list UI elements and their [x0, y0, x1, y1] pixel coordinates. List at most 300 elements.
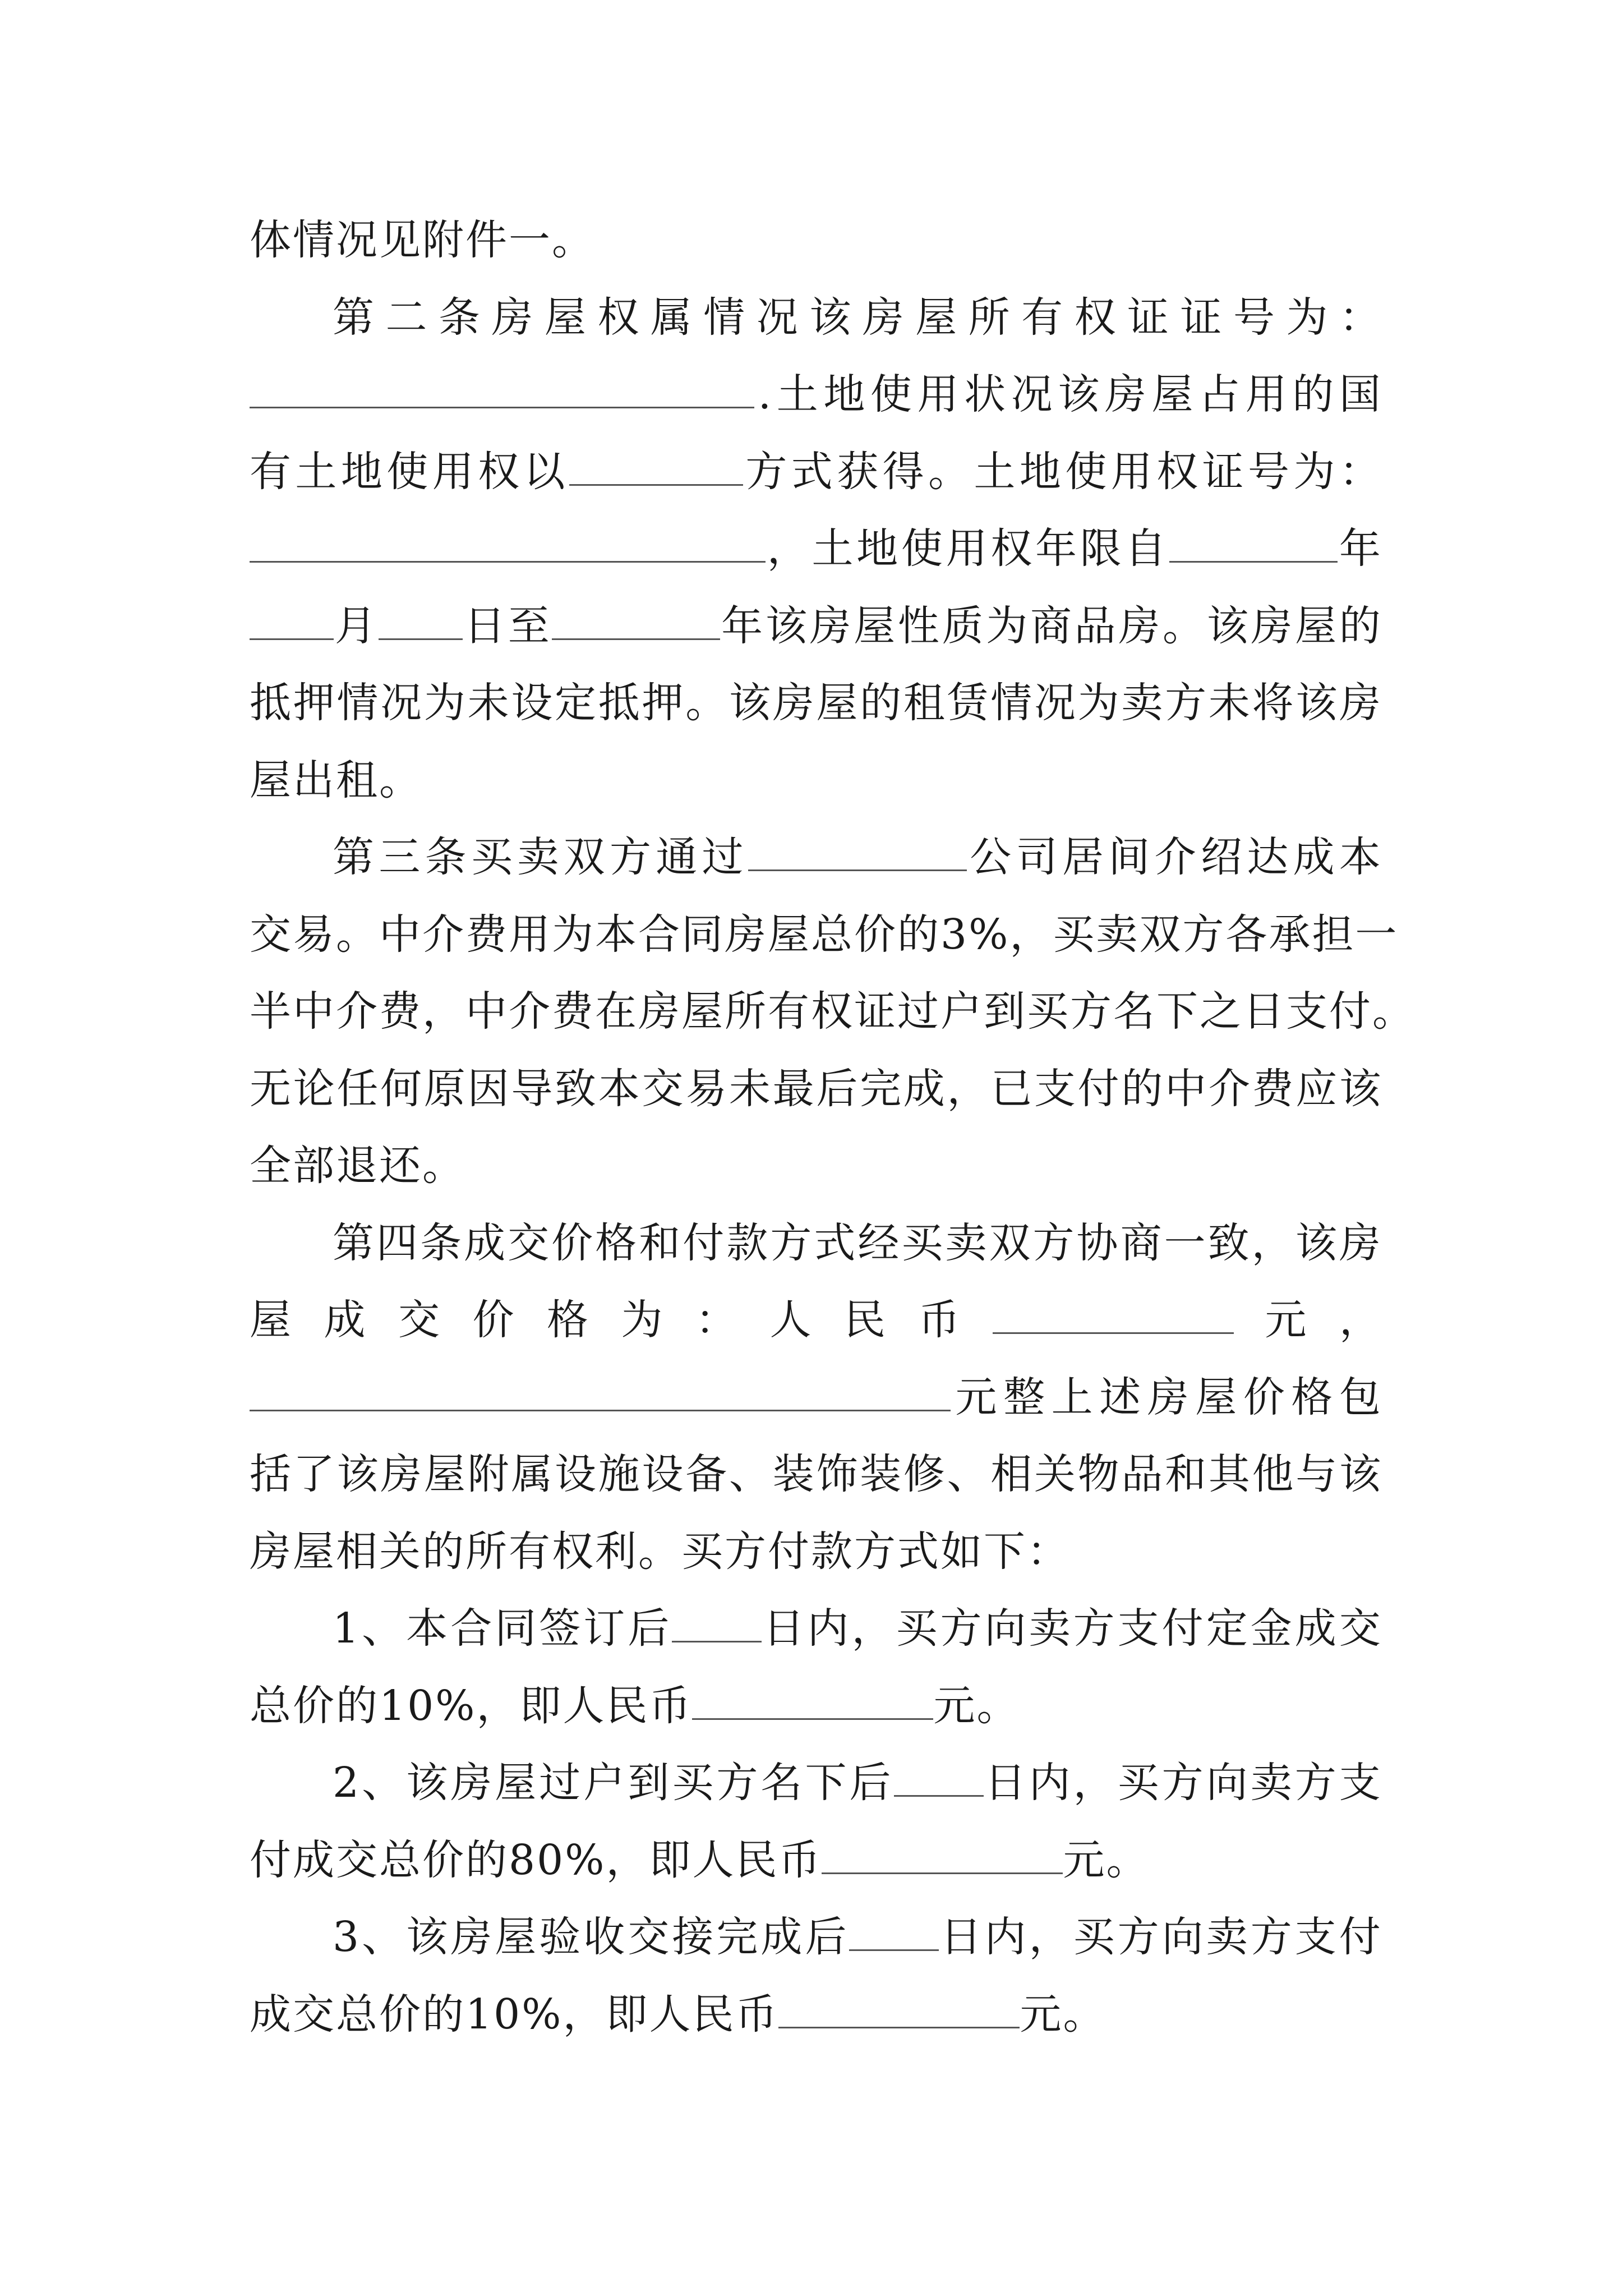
text-char: 该 — [406, 1759, 450, 1807]
text-char: 赁 — [947, 679, 990, 727]
text-char: 费 — [379, 987, 422, 1036]
text-char: 日 — [763, 1604, 806, 1653]
text-line — [250, 742, 1382, 820]
text-char: 因 — [467, 1064, 511, 1113]
text-char: 半 — [250, 987, 293, 1036]
text-char: 卖 — [945, 1218, 989, 1267]
text-char: 装 — [860, 1450, 903, 1498]
text-char: 合 — [450, 1604, 494, 1653]
text-char: 买 — [471, 833, 514, 881]
text-char: 。 — [1163, 601, 1206, 650]
text-char: 各 — [1225, 910, 1269, 959]
text-char: 使 — [386, 447, 430, 496]
text-char: 内 — [807, 1604, 851, 1653]
text-char: 质 — [942, 601, 985, 650]
text-char: . — [758, 370, 773, 418]
text-char: 土 — [295, 447, 339, 496]
text-char: 状 — [964, 370, 1008, 418]
text-char: 括 — [250, 1450, 293, 1498]
text-char: 况 — [1011, 370, 1054, 418]
text-line — [250, 973, 1415, 1051]
text-char: 该 — [1206, 601, 1250, 650]
text-char: % — [969, 910, 1010, 959]
text-segment: 房屋相关的所有权利。买方付款方式如下： — [250, 1527, 1070, 1576]
text-char: 收 — [583, 1913, 627, 1961]
text-char: 2 — [333, 1759, 361, 1807]
text-char: 况 — [1034, 679, 1077, 727]
text-char: 屋 — [250, 1296, 293, 1344]
text-char: 到 — [984, 987, 1027, 1036]
text-char: 权 — [990, 524, 1034, 573]
text-char: 房 — [862, 293, 906, 342]
text-char: 交 — [508, 1218, 551, 1267]
text-char: 定 — [555, 679, 598, 727]
text-char: 以 — [523, 447, 567, 496]
text-char: 屋 — [423, 1450, 467, 1498]
text-char: 订 — [583, 1604, 627, 1653]
text-char: 情 — [703, 293, 747, 342]
text-char: 修 — [903, 1450, 947, 1498]
contract-body-text — [250, 202, 1415, 2053]
text-char: 房 — [809, 601, 853, 650]
text-char: 交 — [642, 1064, 685, 1113]
fill-in-blank — [672, 1607, 762, 1642]
text-char: 最 — [772, 1064, 816, 1113]
text-char: 后 — [805, 1913, 849, 1961]
text-char: 屋 — [1195, 1373, 1239, 1421]
text-char: 设 — [555, 1450, 598, 1498]
text-char: 买 — [672, 1759, 716, 1807]
text-char: 通 — [656, 833, 699, 881]
text-line — [250, 356, 1382, 434]
text-char: 格 — [1291, 1373, 1335, 1421]
text-char: 付 — [1339, 1913, 1382, 1961]
text-char: 权 — [1074, 293, 1118, 342]
text-char: 况 — [756, 293, 800, 342]
text-segment: 元。 — [1063, 1835, 1150, 1884]
text-char: 。 — [336, 910, 379, 959]
text-char: 屋 — [544, 293, 588, 342]
text-char: ： — [1339, 447, 1382, 496]
text-char: 权 — [1156, 447, 1200, 496]
text-line — [250, 1668, 1382, 1745]
text-char: ， — [1073, 1759, 1117, 1807]
text-char: 占 — [1198, 370, 1242, 418]
text-char: 与 — [1295, 1450, 1339, 1498]
text-char: 下 — [805, 1759, 849, 1807]
text-segment: 全部退还。 — [250, 1142, 465, 1190]
text-char: ， — [1339, 1296, 1382, 1344]
text-char: 年 — [1339, 524, 1382, 573]
text-char: 。 — [928, 447, 972, 496]
text-char: 的 — [1339, 601, 1382, 650]
text-char: 该 — [1339, 1064, 1382, 1113]
text-char: 、 — [728, 1450, 772, 1498]
text-char: 房 — [1147, 1373, 1191, 1421]
text-char: 。 — [685, 679, 729, 727]
text-line — [250, 819, 1382, 896]
text-char: 完 — [860, 1064, 903, 1113]
text-segment: 元。 — [1020, 1990, 1106, 2039]
text-char: 情 — [336, 679, 380, 727]
text-char: 户 — [940, 987, 984, 1036]
text-char: 房 — [1339, 679, 1382, 727]
text-char: 月 — [334, 601, 378, 650]
text-char: 签 — [539, 1604, 583, 1653]
fill-in-blank — [692, 1685, 933, 1720]
text-char: 交 — [628, 1913, 671, 1961]
text-char: 介 — [1208, 1064, 1252, 1113]
text-char: 论 — [293, 1064, 336, 1113]
text-char: 易 — [685, 1064, 729, 1113]
text-char: 证 — [1202, 447, 1246, 496]
text-char: 方 — [1032, 1218, 1076, 1267]
fill-in-blank — [379, 605, 463, 640]
text-char: 和 — [1165, 1450, 1209, 1498]
text-char: 本 — [1339, 833, 1382, 881]
text-char: 价 — [551, 1218, 595, 1267]
text-char: 易 — [293, 910, 336, 959]
text-char: 支 — [1117, 1604, 1161, 1653]
text-char: 饰 — [816, 1450, 860, 1498]
text-char: 原 — [423, 1064, 467, 1113]
text-char: 证 — [854, 987, 897, 1036]
text-char: 房 — [450, 1759, 494, 1807]
text-char: 第 — [333, 833, 376, 881]
text-char: 所 — [725, 987, 768, 1036]
fill-in-blank — [748, 836, 967, 871]
text-char: 设 — [511, 679, 555, 727]
text-char: 号 — [1233, 293, 1276, 342]
text-char: 交 — [398, 1296, 441, 1344]
text-char: 用 — [1110, 447, 1154, 496]
text-char: 相 — [990, 1450, 1034, 1498]
text-char: 同 — [495, 1604, 538, 1653]
text-char: 有 — [768, 987, 811, 1036]
text-char: 后 — [849, 1759, 893, 1807]
text-char: 付 — [1077, 1064, 1121, 1113]
text-char: ， — [1251, 1218, 1295, 1267]
text-line — [250, 1745, 1382, 1822]
text-char: 第 — [333, 1218, 376, 1267]
text-char: 买 — [901, 1218, 945, 1267]
text-char: 该 — [1295, 679, 1339, 727]
text-char: 买 — [896, 1604, 939, 1653]
text-char: 为 — [1077, 679, 1121, 727]
text-char: 上 — [1051, 1373, 1095, 1421]
text-char: 其 — [1208, 1450, 1252, 1498]
text-char: 况 — [380, 679, 424, 727]
text-char: 的 — [1121, 1064, 1165, 1113]
text-char: 3 — [333, 1913, 361, 1961]
text-char: 权 — [478, 447, 522, 496]
text-char: 房 — [1339, 1218, 1382, 1267]
fill-in-blank — [1169, 527, 1338, 563]
text-char: 本 — [406, 1604, 450, 1653]
text-char: 费 — [465, 910, 509, 959]
text-char: 房 — [725, 910, 768, 959]
text-char: 向 — [1161, 1913, 1205, 1961]
text-char: 方 — [1182, 910, 1226, 959]
text-char: 3 — [940, 910, 969, 959]
text-char: 土 — [974, 447, 1017, 496]
text-char: 方 — [1117, 1913, 1161, 1961]
text-char: 成 — [464, 1218, 508, 1267]
text-char: 限 — [1080, 524, 1123, 573]
text-char: ， — [1029, 1913, 1072, 1961]
text-char: 条 — [420, 1218, 464, 1267]
text-char: 日 — [1243, 987, 1286, 1036]
text-char: 成 — [324, 1296, 367, 1344]
text-char: 卖 — [1250, 1759, 1294, 1807]
text-char: 方 — [770, 1218, 814, 1267]
text-char: 到 — [628, 1759, 671, 1807]
text-char: 导 — [511, 1064, 555, 1113]
text-char: 未 — [467, 679, 511, 727]
text-char: 中 — [379, 910, 422, 959]
text-char: 买 — [1053, 910, 1096, 959]
text-char: 用 — [946, 524, 989, 573]
text-char: 屋 — [495, 1913, 538, 1961]
text-char: 屋 — [915, 293, 959, 342]
text-char: 地 — [340, 447, 384, 496]
text-char: 的 — [860, 679, 903, 727]
text-char: 未 — [728, 1064, 772, 1113]
text-char: 介 — [1154, 833, 1198, 881]
text-char: 款 — [726, 1218, 770, 1267]
text-char: 卖 — [1029, 1604, 1072, 1653]
text-char: 租 — [903, 679, 947, 727]
text-char: 方 — [1250, 1913, 1294, 1961]
text-char: 中 — [293, 987, 336, 1036]
text-line — [250, 588, 1382, 665]
text-char: 承 — [1269, 910, 1312, 959]
text-line — [250, 1899, 1382, 1976]
text-char: 地 — [823, 370, 867, 418]
text-char: 和 — [639, 1218, 683, 1267]
text-char: 间 — [1108, 833, 1152, 881]
text-char: 屋 — [768, 910, 811, 959]
text-char: 的 — [897, 910, 940, 959]
text-line — [250, 1976, 1382, 2054]
text-line — [250, 665, 1382, 742]
fill-in-blank — [250, 373, 754, 408]
text-char: 双 — [563, 833, 607, 881]
text-char: 方 — [1161, 1759, 1205, 1807]
text-char: 方 — [1070, 987, 1113, 1036]
text-char: 房 — [772, 679, 816, 727]
text-char: 情 — [990, 679, 1034, 727]
text-char: 证 — [1180, 293, 1224, 342]
text-char: 房 — [1251, 601, 1294, 650]
text-char: 金 — [1250, 1604, 1294, 1653]
text-char: 卖 — [1206, 1913, 1249, 1961]
text-char: 他 — [1252, 1450, 1295, 1498]
fill-in-blank — [250, 1376, 951, 1411]
text-char: 有 — [1021, 293, 1065, 342]
text-char: 。 — [1372, 987, 1415, 1036]
fill-in-blank — [778, 1993, 1020, 2028]
text-char: 四 — [376, 1218, 420, 1267]
text-char: 后 — [816, 1064, 860, 1113]
text-char: 付 — [1161, 1604, 1205, 1653]
fill-in-blank — [849, 1916, 939, 1951]
text-char: 所 — [968, 293, 1012, 342]
text-char: 定 — [1206, 1604, 1249, 1653]
text-char: 房 — [638, 987, 681, 1036]
text-char: 交 — [250, 910, 293, 959]
text-char: 屋 — [681, 987, 725, 1036]
text-char: 支 — [1339, 1759, 1382, 1807]
text-char: 元 — [1265, 1296, 1308, 1344]
text-char: 总 — [811, 910, 854, 959]
text-line — [250, 510, 1382, 588]
text-char: 该 — [1058, 370, 1101, 418]
text-char: 房 — [491, 293, 535, 342]
text-segment: 总价的10%，即人民币 — [250, 1681, 693, 1730]
text-line — [250, 896, 1399, 974]
text-char: 介 — [422, 910, 465, 959]
text-char: 未 — [1208, 679, 1252, 727]
text-char: 绍 — [1200, 833, 1244, 881]
text-char: ： — [695, 1296, 739, 1344]
text-char: 过 — [897, 987, 940, 1036]
text-char: 本 — [598, 1064, 642, 1113]
fill-in-blank — [250, 527, 766, 563]
text-char: 买 — [1073, 1913, 1117, 1961]
text-char: 居 — [1062, 833, 1105, 881]
text-char: 条 — [425, 833, 468, 881]
text-char: 在 — [595, 987, 638, 1036]
text-char: 房 — [1104, 370, 1148, 418]
text-char: 施 — [598, 1450, 642, 1498]
text-char: 买 — [1027, 987, 1070, 1036]
text-char: 物 — [1077, 1450, 1121, 1498]
text-char: 该 — [336, 1450, 380, 1498]
text-char: 方 — [716, 1759, 760, 1807]
text-char: ， — [767, 524, 810, 573]
text-line — [250, 279, 1382, 357]
text-segment: 付成交总价的80%，即人民币 — [250, 1835, 822, 1884]
text-segment: 屋出租。 — [250, 756, 422, 804]
text-char: 经 — [857, 1218, 901, 1267]
text-char: 整 — [1003, 1373, 1047, 1421]
text-line — [250, 1051, 1382, 1128]
text-char: ： — [1339, 293, 1382, 342]
text-char: 日 — [940, 1913, 984, 1961]
text-char: 为 — [986, 601, 1030, 650]
text-char: 协 — [1076, 1218, 1120, 1267]
text-char: 年 — [721, 601, 765, 650]
fill-in-blank — [822, 1839, 1063, 1874]
text-char: 之 — [1200, 987, 1243, 1036]
text-char: 担 — [1312, 910, 1355, 959]
text-char: 为 — [1286, 293, 1330, 342]
text-char: 格 — [595, 1218, 639, 1267]
text-char: 该 — [1295, 1218, 1339, 1267]
text-char: 交 — [1339, 1604, 1382, 1653]
text-char: 价 — [472, 1296, 516, 1344]
text-char: 双 — [1139, 910, 1183, 959]
text-char: 接 — [672, 1913, 716, 1961]
text-char: 品 — [1121, 1450, 1165, 1498]
text-char: 号 — [1248, 447, 1292, 496]
text-char: 双 — [989, 1218, 1032, 1267]
text-char: 屋 — [1151, 370, 1195, 418]
text-char: 装 — [772, 1450, 816, 1498]
text-line — [250, 1282, 1382, 1359]
fill-in-blank — [250, 605, 334, 640]
text-char: 致 — [1207, 1218, 1251, 1267]
text-char: 、 — [947, 1450, 990, 1498]
text-char: 自 — [1124, 524, 1168, 573]
text-char: 将 — [1252, 679, 1295, 727]
text-char: 一 — [1164, 1218, 1207, 1267]
text-char: 任 — [336, 1064, 380, 1113]
text-char: 证 — [1127, 293, 1171, 342]
text-char: 成 — [760, 1913, 804, 1961]
text-char: 公 — [970, 833, 1013, 881]
text-char: 内 — [1029, 1759, 1072, 1807]
text-char: 备 — [685, 1450, 729, 1498]
text-char: 屋 — [854, 601, 897, 650]
text-char: 支 — [1286, 987, 1329, 1036]
fill-in-blank — [993, 1299, 1234, 1334]
text-char: 使 — [870, 370, 914, 418]
text-char: 性 — [897, 601, 941, 650]
text-char: 权 — [811, 987, 854, 1036]
text-char: 成 — [903, 1064, 947, 1113]
text-char: 格 — [547, 1296, 590, 1344]
text-char: 已 — [990, 1064, 1034, 1113]
text-char: 土 — [776, 370, 820, 418]
text-char: 费 — [1252, 1064, 1295, 1113]
text-char: 1 — [333, 1604, 361, 1653]
text-char: 卖 — [1121, 679, 1165, 727]
text-char: 国 — [1339, 370, 1382, 418]
text-char: 名 — [1113, 987, 1156, 1036]
text-char: 的 — [1292, 370, 1336, 418]
text-char: 合 — [638, 910, 681, 959]
text-char: 日 — [464, 601, 508, 650]
text-char: 地 — [1019, 447, 1063, 496]
text-char: 押 — [642, 679, 685, 727]
text-char: 用 — [509, 910, 552, 959]
text-char: 、 — [362, 1604, 405, 1653]
text-char: 同 — [681, 910, 725, 959]
text-char: 中 — [1165, 1064, 1209, 1113]
text-char: 关 — [1034, 1450, 1077, 1498]
text-char: 无 — [250, 1064, 293, 1113]
text-line — [250, 1359, 1382, 1437]
text-char: 使 — [901, 524, 944, 573]
text-char: 式 — [791, 447, 834, 496]
text-char: 方 — [1294, 1759, 1338, 1807]
text-char: 述 — [1099, 1373, 1143, 1421]
text-line — [250, 1205, 1382, 1282]
text-char: 屋 — [1295, 601, 1339, 650]
text-char: 抵 — [598, 679, 642, 727]
text-line — [250, 1128, 1382, 1205]
text-char: 该 — [765, 601, 809, 650]
text-char: 该 — [809, 293, 853, 342]
text-char: 为 — [621, 1296, 665, 1344]
text-char: 元 — [955, 1373, 999, 1421]
text-char: 人 — [769, 1296, 813, 1344]
text-char: 年 — [1035, 524, 1079, 573]
text-segment: 体情况见附件一。 — [250, 216, 595, 264]
text-char: 用 — [917, 370, 961, 418]
